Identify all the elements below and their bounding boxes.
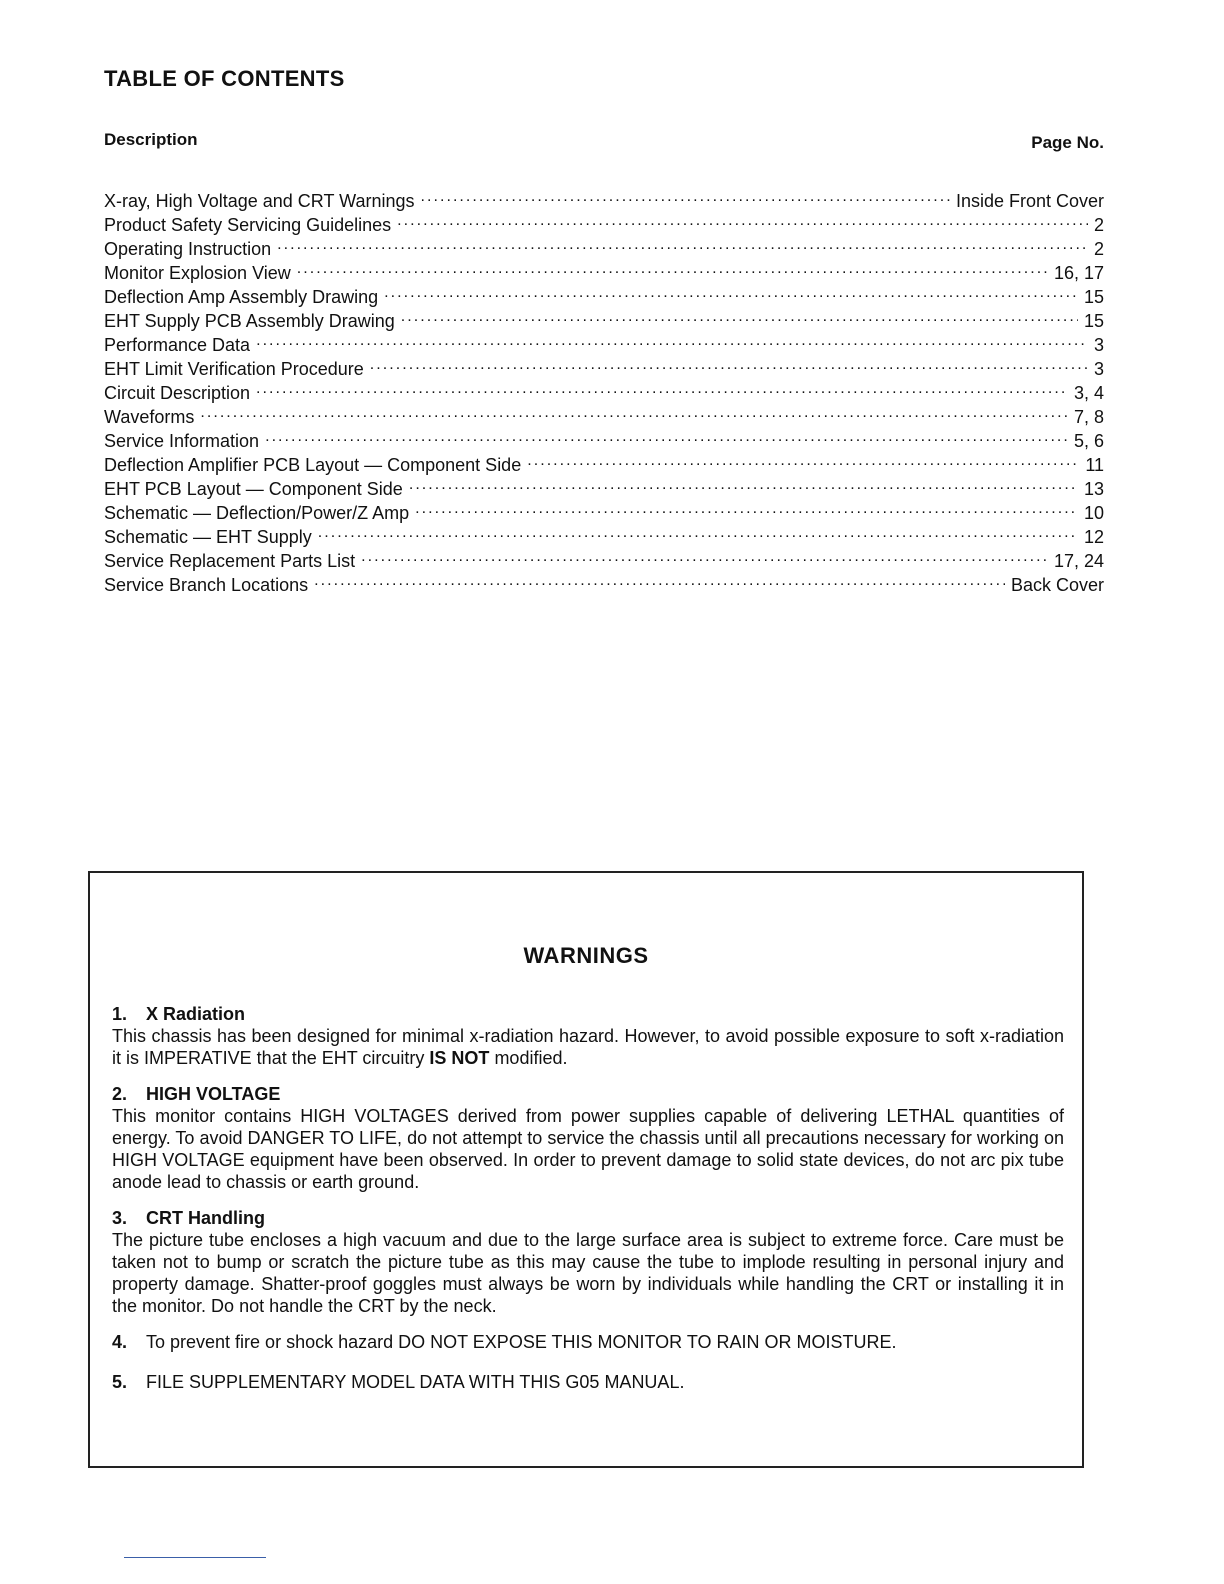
toc-page: 10 (1083, 503, 1104, 523)
toc-page: 15 (1083, 287, 1104, 307)
dot-leader (297, 261, 1048, 279)
dot-leader (265, 429, 1068, 447)
warning-heading (112, 1083, 1064, 1105)
toc-label: Circuit Description (104, 383, 251, 403)
warning-fire-shock (112, 1331, 1064, 1353)
toc-row[interactable] (104, 309, 1104, 333)
toc-page: Back Cover (1010, 575, 1104, 595)
toc-label: Operating Instruction (104, 239, 272, 259)
dot-leader (318, 525, 1078, 543)
footer-rule (124, 1557, 266, 1558)
dot-leader (200, 405, 1068, 423)
warning-body-text: This chassis has been designed for minimal x-radiation hazard. However, to avoid possible exposure to soft x-radiation it is IMPERATIVE that the EHT circuitry (112, 1026, 1064, 1068)
toc-page: 17, 24 (1053, 551, 1104, 571)
warning-supplementary-data (112, 1371, 1064, 1393)
toc-page: 7, 8 (1073, 407, 1104, 427)
dot-leader (401, 309, 1078, 327)
warnings-title: WARNINGS (523, 943, 649, 968)
toc-label: EHT PCB Layout — Component Side (104, 479, 403, 499)
toc-label: Product Safety Servicing Guidelines (104, 215, 392, 235)
toc-label: Performance Data (104, 335, 251, 355)
toc-label: Deflection Amplifier PCB Layout — Component Side (104, 455, 522, 475)
toc-row[interactable] (104, 333, 1104, 357)
column-header-page-no: Page No. (1031, 133, 1104, 152)
toc-label: Service Branch Locations (104, 575, 309, 595)
dot-leader (314, 573, 1005, 591)
toc-page: 13 (1083, 479, 1104, 499)
dot-leader (256, 381, 1068, 399)
warning-number: 1. (112, 1004, 128, 1024)
dot-leader (420, 189, 949, 207)
warning-heading-text: CRT Handling (146, 1208, 265, 1228)
toc-page: 3, 4 (1073, 383, 1104, 403)
warning-body: The picture tube encloses a high vacuum and due to the large surface area is subject to extreme force. Care must be taken not to bump or scratch the picture tube as this may cause the tube to implode resulting in personal injury and property damage. Shatter-proof goggles must always be worn by individuals while handling the CRT or installing it in the monitor. Do not handle the CRT by the neck. (112, 1230, 1064, 1316)
toc-row[interactable] (104, 549, 1104, 573)
table-of-contents (104, 189, 1104, 597)
toc-row[interactable] (104, 213, 1104, 237)
page-title: TABLE OF CONTENTS (104, 66, 345, 91)
toc-page: 3 (1093, 335, 1104, 355)
toc-row[interactable] (104, 405, 1104, 429)
warning-heading-text: HIGH VOLTAGE (146, 1084, 281, 1104)
warning-number: 4. (112, 1332, 128, 1352)
toc-row[interactable] (104, 453, 1104, 477)
dot-leader (370, 357, 1088, 375)
toc-page: 2 (1093, 215, 1104, 235)
dot-leader (397, 213, 1088, 231)
dot-leader (277, 237, 1088, 255)
dot-leader (384, 285, 1078, 303)
toc-page: 3 (1093, 359, 1104, 379)
toc-label: Service Replacement Parts List (104, 551, 356, 571)
dot-leader (415, 501, 1078, 519)
toc-row[interactable] (104, 381, 1104, 405)
toc-page: 12 (1083, 527, 1104, 547)
toc-row[interactable] (104, 477, 1104, 501)
dot-leader (256, 333, 1088, 351)
toc-label: EHT Limit Verification Procedure (104, 359, 364, 379)
column-header-description: Description (104, 130, 198, 149)
warning-number: 2. (112, 1084, 128, 1104)
toc-label: Waveforms (104, 407, 195, 427)
toc-row[interactable] (104, 189, 1104, 213)
warning-body-text: modified. (489, 1048, 568, 1068)
warning-body (112, 1025, 1064, 1069)
dot-leader (361, 549, 1048, 567)
dot-leader (527, 453, 1079, 471)
toc-label: Schematic — EHT Supply (104, 527, 312, 547)
toc-row[interactable] (104, 357, 1104, 381)
toc-page: 15 (1083, 311, 1104, 331)
warning-x-radiation (112, 1003, 1064, 1069)
toc-row[interactable] (104, 261, 1104, 285)
warnings-box (88, 871, 1084, 1468)
dot-leader (409, 477, 1078, 495)
warning-heading (112, 1207, 1064, 1229)
toc-label: Deflection Amp Assembly Drawing (104, 287, 379, 307)
warning-body: This monitor contains HIGH VOLTAGES derived from power supplies capable of delivering LETHAL quantities of energy. To avoid DANGER TO LIFE, do not attempt to service the chassis until all precautions necessary for working on HIGH VOLTAGE equipment have been observed. In order to prevent damage to solid state devices, do not arc pix tube anode lead to chassis or earth ground. (112, 1106, 1064, 1192)
toc-row[interactable] (104, 237, 1104, 261)
toc-label: X-ray, High Voltage and CRT Warnings (104, 191, 415, 211)
warning-heading-text: X Radiation (146, 1004, 246, 1024)
warning-high-voltage (112, 1083, 1064, 1193)
warning-text: FILE SUPPLEMENTARY MODEL DATA WITH THIS G05 MANUAL. (146, 1372, 685, 1392)
warning-number: 5. (112, 1372, 128, 1392)
toc-row[interactable] (104, 573, 1104, 597)
warnings-list (112, 1003, 1064, 1411)
warning-heading (112, 1003, 1064, 1025)
toc-label: Schematic — Deflection/Power/Z Amp (104, 503, 410, 523)
toc-page: 11 (1085, 455, 1104, 475)
toc-label: Service Information (104, 431, 260, 451)
toc-row[interactable] (104, 525, 1104, 549)
toc-label: EHT Supply PCB Assembly Drawing (104, 311, 395, 331)
toc-row[interactable] (104, 429, 1104, 453)
warning-number: 3. (112, 1208, 128, 1228)
toc-page: 16, 17 (1053, 263, 1104, 283)
warning-text: To prevent fire or shock hazard DO NOT EXPOSE THIS MONITOR TO RAIN OR MOISTURE. (146, 1332, 897, 1352)
toc-page: 5, 6 (1073, 431, 1104, 451)
toc-row[interactable] (104, 285, 1104, 309)
toc-page: Inside Front Cover (955, 191, 1104, 211)
toc-row[interactable] (104, 501, 1104, 525)
warning-crt-handling (112, 1207, 1064, 1317)
toc-page: 2 (1093, 239, 1104, 259)
warning-emphasis: IS NOT (429, 1048, 490, 1068)
toc-label: Monitor Explosion View (104, 263, 291, 283)
